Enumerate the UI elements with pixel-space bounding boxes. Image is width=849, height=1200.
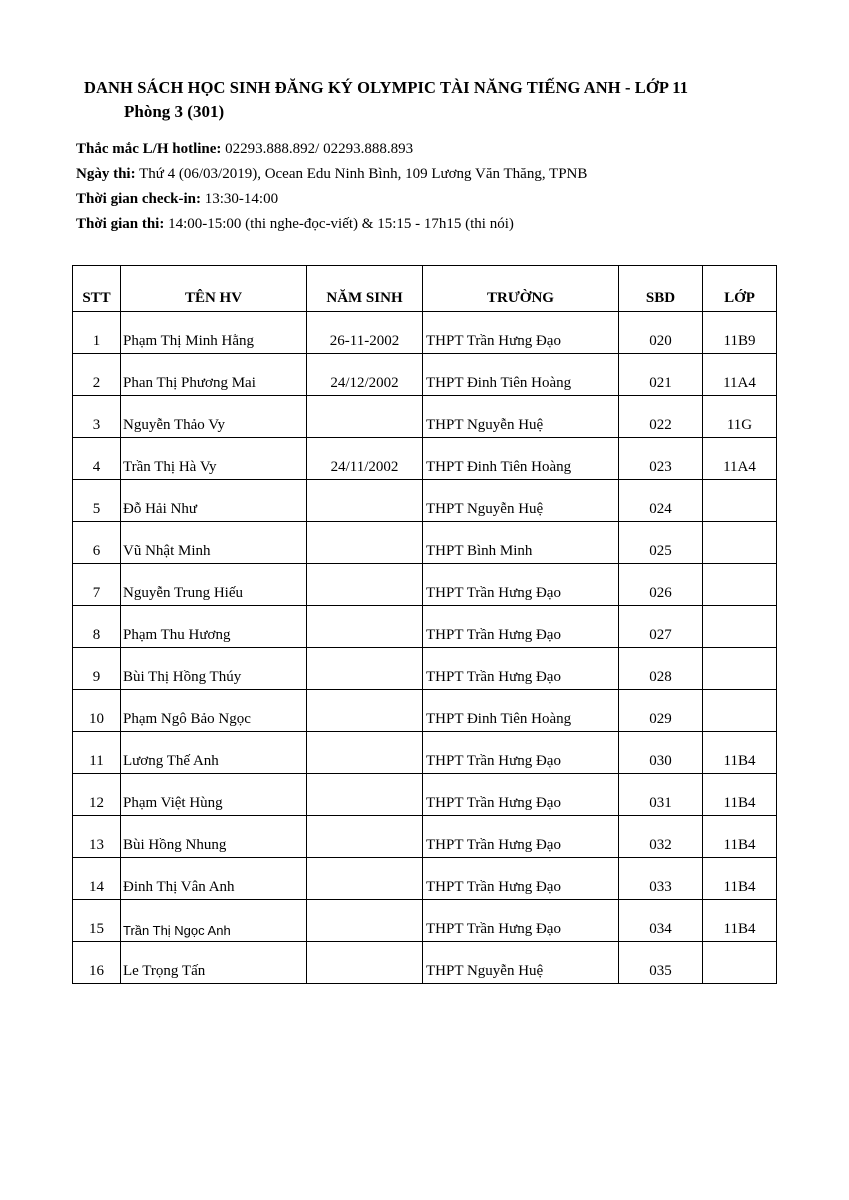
cell-sbd: 023 xyxy=(619,438,703,480)
cell-school: THPT Trần Hưng Đạo xyxy=(423,606,619,648)
cell-stt: 3 xyxy=(73,396,121,438)
cell-name: Phạm Việt Hùng xyxy=(121,774,307,816)
table-row xyxy=(73,564,777,606)
cell-sbd: 031 xyxy=(619,774,703,816)
cell-name: Bùi Hồng Nhung xyxy=(121,816,307,858)
cell-school: THPT Nguyễn Huệ xyxy=(423,942,619,984)
cell-sbd: 030 xyxy=(619,732,703,774)
cell-name: Vũ Nhật Minh xyxy=(121,522,307,564)
cell-stt: 6 xyxy=(73,522,121,564)
cell-dob xyxy=(307,690,423,732)
cell-school: THPT Đinh Tiên Hoàng xyxy=(423,354,619,396)
cell-name: Phan Thị Phương Mai xyxy=(121,354,307,396)
cell-sbd: 021 xyxy=(619,354,703,396)
cell-stt: 10 xyxy=(73,690,121,732)
cell-class: 11G xyxy=(703,396,777,438)
cell-dob xyxy=(307,564,423,606)
cell-school: THPT Trần Hưng Đạo xyxy=(423,900,619,942)
cell-class: 11B4 xyxy=(703,858,777,900)
exam-time-label: Thời gian thi: xyxy=(76,216,165,232)
cell-stt: 14 xyxy=(73,858,121,900)
cell-school: THPT Nguyễn Huệ xyxy=(423,396,619,438)
cell-name: Trần Thị Hà Vy xyxy=(121,438,307,480)
table-row xyxy=(73,396,777,438)
cell-class xyxy=(703,648,777,690)
table-row xyxy=(73,690,777,732)
cell-stt: 15 xyxy=(73,900,121,942)
cell-name: Phạm Ngô Bảo Ngọc xyxy=(121,690,307,732)
cell-dob xyxy=(307,480,423,522)
table-row xyxy=(73,774,777,816)
cell-class: 11B9 xyxy=(703,312,777,354)
cell-sbd: 032 xyxy=(619,816,703,858)
cell-class: 11A4 xyxy=(703,438,777,480)
cell-name: Lương Thế Anh xyxy=(121,732,307,774)
exam-date-line xyxy=(76,166,587,183)
cell-school: THPT Trần Hưng Đạo xyxy=(423,564,619,606)
cell-stt: 16 xyxy=(73,942,121,984)
cell-name: Đỗ Hải Như xyxy=(121,480,307,522)
checkin-line xyxy=(76,191,278,208)
cell-sbd: 020 xyxy=(619,312,703,354)
cell-sbd: 035 xyxy=(619,942,703,984)
table-row xyxy=(73,648,777,690)
room-label: Phòng 3 (301) xyxy=(124,102,225,121)
cell-sbd: 033 xyxy=(619,858,703,900)
cell-dob xyxy=(307,648,423,690)
cell-name: Nguyễn Trung Hiếu xyxy=(121,564,307,606)
hotline-line xyxy=(76,141,413,158)
exam-time-value: 14:00-15:00 (thi nghe-đọc-viết) & 15:15 - 17h15 (thi nói) xyxy=(164,216,514,232)
table-row xyxy=(73,606,777,648)
cell-stt: 7 xyxy=(73,564,121,606)
header-school: TRƯỜNG xyxy=(423,266,619,312)
cell-class: 11B4 xyxy=(703,816,777,858)
table-header-row xyxy=(73,266,777,312)
cell-school: THPT Trần Hưng Đạo xyxy=(423,732,619,774)
header-name: TÊN HV xyxy=(121,266,307,312)
table-row xyxy=(73,900,777,942)
header-class: LỚP xyxy=(703,266,777,312)
cell-school: THPT Nguyễn Huệ xyxy=(423,480,619,522)
table-row xyxy=(73,480,777,522)
hotline-label: Thắc mắc L/H hotline: xyxy=(76,141,222,157)
cell-class xyxy=(703,606,777,648)
cell-name: Phạm Thu Hương xyxy=(121,606,307,648)
cell-name: Nguyễn Thảo Vy xyxy=(121,396,307,438)
cell-dob: 24/12/2002 xyxy=(307,354,423,396)
cell-class xyxy=(703,942,777,984)
cell-class xyxy=(703,480,777,522)
cell-stt: 9 xyxy=(73,648,121,690)
table-row xyxy=(73,438,777,480)
cell-sbd: 026 xyxy=(619,564,703,606)
table-row xyxy=(73,732,777,774)
header-sbd: SBD xyxy=(619,266,703,312)
cell-dob xyxy=(307,522,423,564)
table-row xyxy=(73,942,777,984)
cell-name: Bùi Thị Hồng Thúy xyxy=(121,648,307,690)
checkin-value: 13:30-14:00 xyxy=(201,191,279,207)
cell-dob xyxy=(307,774,423,816)
cell-stt: 2 xyxy=(73,354,121,396)
cell-school: THPT Đinh Tiên Hoàng xyxy=(423,438,619,480)
cell-name: Đinh Thị Vân Anh xyxy=(121,858,307,900)
table-row xyxy=(73,522,777,564)
hotline-value: 02293.888.892/ 02293.888.893 xyxy=(221,141,414,157)
cell-school: THPT Đinh Tiên Hoàng xyxy=(423,690,619,732)
cell-dob xyxy=(307,942,423,984)
cell-dob xyxy=(307,900,423,942)
cell-class: 11A4 xyxy=(703,354,777,396)
cell-dob xyxy=(307,816,423,858)
cell-sbd: 029 xyxy=(619,690,703,732)
cell-dob: 24/11/2002 xyxy=(307,438,423,480)
cell-dob xyxy=(307,858,423,900)
student-table xyxy=(72,265,777,984)
exam-time-line xyxy=(76,216,514,233)
cell-name: Le Trọng Tấn xyxy=(121,942,307,984)
cell-class: 11B4 xyxy=(703,900,777,942)
cell-stt: 12 xyxy=(73,774,121,816)
cell-dob xyxy=(307,606,423,648)
cell-sbd: 025 xyxy=(619,522,703,564)
cell-school: THPT Trần Hưng Đạo xyxy=(423,816,619,858)
cell-school: THPT Trần Hưng Đạo xyxy=(423,648,619,690)
exam-date-value: Thứ 4 (06/03/2019), Ocean Edu Ninh Bình, 109 Lương Văn Thăng, TPNB xyxy=(135,166,588,182)
table-row xyxy=(73,858,777,900)
table-row xyxy=(73,816,777,858)
cell-dob: 26-11-2002 xyxy=(307,312,423,354)
cell-class xyxy=(703,522,777,564)
cell-class xyxy=(703,564,777,606)
table-body xyxy=(73,312,777,984)
checkin-label: Thời gian check-in: xyxy=(76,191,201,207)
cell-class: 11B4 xyxy=(703,732,777,774)
cell-name: Phạm Thị Minh Hằng xyxy=(121,312,307,354)
cell-sbd: 022 xyxy=(619,396,703,438)
cell-sbd: 028 xyxy=(619,648,703,690)
cell-school: THPT Trần Hưng Đạo xyxy=(423,774,619,816)
cell-stt: 11 xyxy=(73,732,121,774)
cell-school: THPT Bình Minh xyxy=(423,522,619,564)
cell-school: THPT Trần Hưng Đạo xyxy=(423,858,619,900)
cell-sbd: 027 xyxy=(619,606,703,648)
exam-date-label: Ngày thi: xyxy=(76,166,136,182)
cell-class xyxy=(703,690,777,732)
cell-sbd: 024 xyxy=(619,480,703,522)
cell-dob xyxy=(307,396,423,438)
cell-sbd: 034 xyxy=(619,900,703,942)
cell-school: THPT Trần Hưng Đạo xyxy=(423,312,619,354)
cell-stt: 13 xyxy=(73,816,121,858)
table-row xyxy=(73,354,777,396)
cell-stt: 1 xyxy=(73,312,121,354)
header-stt: STT xyxy=(73,266,121,312)
cell-class: 11B4 xyxy=(703,774,777,816)
cell-stt: 5 xyxy=(73,480,121,522)
document-title: DANH SÁCH HỌC SINH ĐĂNG KÝ OLYMPIC TÀI NĂNG TIẾNG ANH - LỚP 11 xyxy=(84,78,689,97)
header-dob: NĂM SINH xyxy=(307,266,423,312)
table-row xyxy=(73,312,777,354)
cell-dob xyxy=(307,732,423,774)
cell-stt: 8 xyxy=(73,606,121,648)
cell-stt: 4 xyxy=(73,438,121,480)
cell-name: Trần Thị Ngọc Anh xyxy=(121,900,307,942)
